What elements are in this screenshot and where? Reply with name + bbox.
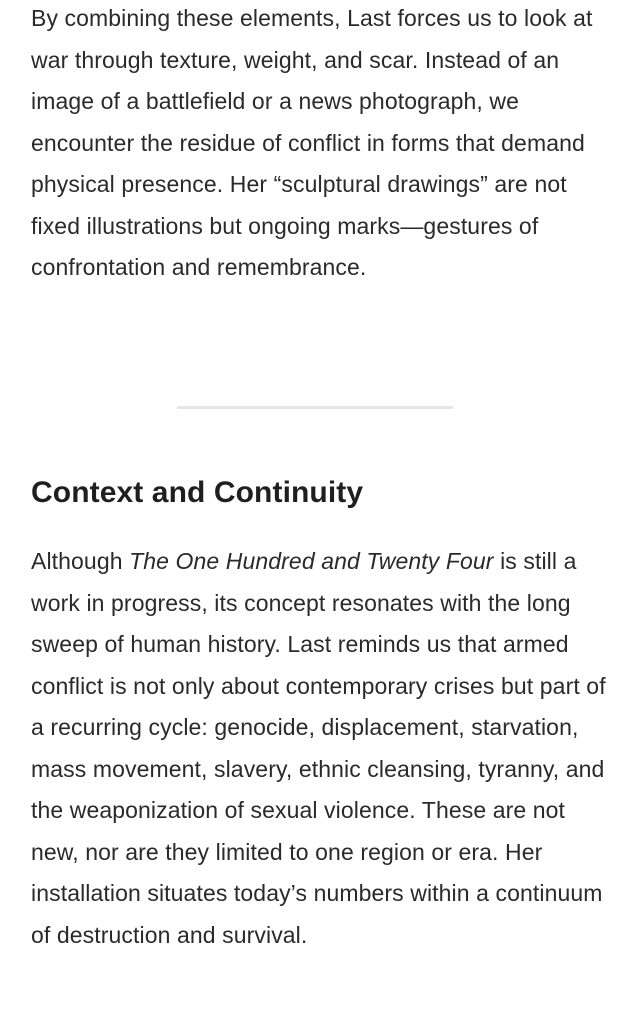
artwork-title: The One Hundred and Twenty Four (129, 548, 494, 574)
section-heading: Context and Continuity (31, 476, 364, 509)
paragraph-lead-text: Although (31, 548, 130, 574)
paragraph-combining-elements: By combining these elements, Last forces us to look at war through texture, weight, and scar. Instead of an image of a battlefield or a news photograph, we encounter the residue of conflict in forms that demand physical presence. Her “sculptural drawings” are not fixed illustrations but ongoing marks—gestures of confrontation and remembrance. (31, 5, 593, 280)
paragraph-rest-text: is still a work in progress, its concept resonates with the long sweep of human history. Last reminds us that armed conflict is not only about contemporary crises but part of a recurring cycle: genocide, displacement, starvation, mass movement, slavery, ethnic cleansing, tyranny, and the weaponization of sexual violence. These are not new, nor are they limited to one region or era. Her installation situates today’s numbers within a continuum of destruction and survival. (31, 548, 606, 948)
article-body (31, 0, 606, 289)
paragraph-context-continuity (31, 541, 606, 956)
section-divider (177, 406, 453, 409)
